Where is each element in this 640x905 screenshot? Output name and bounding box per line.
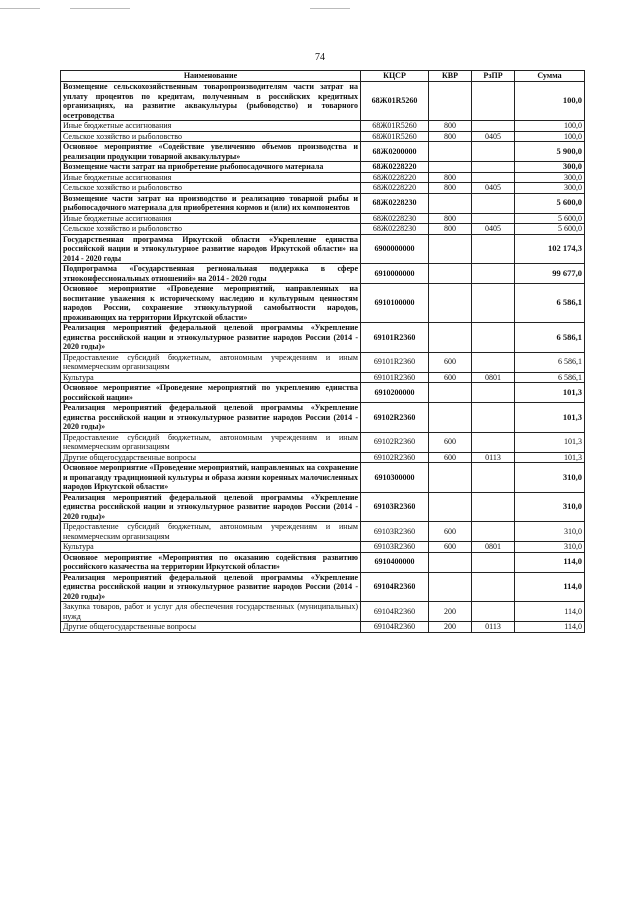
table-row xyxy=(61,403,585,433)
cell-kvr: 600 xyxy=(429,542,472,553)
scan-artifact xyxy=(70,8,130,9)
cell-kvr xyxy=(429,82,472,121)
cell-rzpr xyxy=(472,82,515,121)
table-row xyxy=(61,82,585,121)
table-row xyxy=(61,162,585,173)
cell-kvr: 800 xyxy=(429,224,472,235)
table-row xyxy=(61,463,585,493)
scan-artifact xyxy=(310,8,350,9)
table-row xyxy=(61,224,585,235)
cell-name: Сельское хозяйство и рыболовство xyxy=(61,183,361,194)
cell-rzpr: 0405 xyxy=(472,131,515,142)
cell-kvr: 800 xyxy=(429,213,472,224)
cell-kvr xyxy=(429,323,472,353)
cell-kvr xyxy=(429,552,472,572)
cell-sum: 101,3 xyxy=(515,383,585,403)
cell-rzpr xyxy=(472,323,515,353)
cell-sum: 100,0 xyxy=(515,82,585,121)
cell-kvr xyxy=(429,162,472,173)
cell-name: Реализация мероприятий федеральной целевой программы «Укрепление единства российской нации и этнокультурное развитие народов России (2014 - 2020 годы)» xyxy=(61,323,361,353)
table-row xyxy=(61,372,585,383)
cell-sum: 300,0 xyxy=(515,172,585,183)
cell-kvr: 200 xyxy=(429,602,472,622)
cell-rzpr xyxy=(472,572,515,602)
cell-kvr xyxy=(429,284,472,323)
cell-rzpr xyxy=(472,403,515,433)
cell-sum: 6 586,1 xyxy=(515,323,585,353)
header-rzpr: РзПР xyxy=(472,71,515,82)
cell-sum: 102 174,3 xyxy=(515,234,585,264)
cell-name: Иные бюджетные ассигнования xyxy=(61,121,361,132)
cell-name: Предоставление субсидий бюджетным, автономным учреждениям и иным некоммерческим организациям xyxy=(61,352,361,372)
table-row xyxy=(61,121,585,132)
cell-sum: 5 600,0 xyxy=(515,213,585,224)
cell-kvr xyxy=(429,383,472,403)
table-row xyxy=(61,383,585,403)
cell-kcsr: 69102R2360 xyxy=(361,452,429,463)
cell-kcsr: 69104R2360 xyxy=(361,602,429,622)
table-row xyxy=(61,492,585,522)
cell-sum: 310,0 xyxy=(515,542,585,553)
cell-kcsr: 69103R2360 xyxy=(361,492,429,522)
cell-sum: 101,3 xyxy=(515,403,585,433)
table-row xyxy=(61,172,585,183)
cell-kcsr: 69103R2360 xyxy=(361,522,429,542)
cell-sum: 5 900,0 xyxy=(515,142,585,162)
cell-kvr xyxy=(429,572,472,602)
table-row xyxy=(61,602,585,622)
header-kvr: КВР xyxy=(429,71,472,82)
scan-artifact xyxy=(0,8,40,9)
cell-kcsr: 6910300000 xyxy=(361,463,429,493)
cell-name: Закупка товаров, работ и услуг для обеспечения государственных (муниципальных) нужд xyxy=(61,602,361,622)
cell-kcsr: 69103R2360 xyxy=(361,542,429,553)
cell-kcsr: 68Ж0200000 xyxy=(361,142,429,162)
cell-name: Основное мероприятие «Проведение мероприятий по укреплению единства российской нации» xyxy=(61,383,361,403)
cell-rzpr xyxy=(472,492,515,522)
table-row xyxy=(61,323,585,353)
cell-name: Возмещение части затрат на приобретение рыбопосадочного материала xyxy=(61,162,361,173)
cell-kvr xyxy=(429,142,472,162)
cell-name: Основное мероприятие «Мероприятия по оказанию содействия развитию российского казачества на территории Иркутской области» xyxy=(61,552,361,572)
table-row xyxy=(61,432,585,452)
cell-sum: 114,0 xyxy=(515,622,585,633)
cell-rzpr xyxy=(472,234,515,264)
table-row xyxy=(61,352,585,372)
cell-name: Предоставление субсидий бюджетным, автономным учреждениям и иным некоммерческим организациям xyxy=(61,522,361,542)
cell-kcsr: 68Ж01R5260 xyxy=(361,121,429,132)
table-header-row xyxy=(61,71,585,82)
cell-kvr: 800 xyxy=(429,131,472,142)
cell-name: Реализация мероприятий федеральной целевой программы «Укрепление единства российской нации и этнокультурное развитие народов России (2014 - 2020 годы)» xyxy=(61,403,361,433)
cell-kcsr: 68Ж01R5260 xyxy=(361,131,429,142)
cell-name: Сельское хозяйство и рыболовство xyxy=(61,131,361,142)
table-row xyxy=(61,572,585,602)
cell-rzpr: 0405 xyxy=(472,224,515,235)
table-row xyxy=(61,522,585,542)
cell-kvr: 800 xyxy=(429,121,472,132)
cell-sum: 310,0 xyxy=(515,522,585,542)
cell-kcsr: 6910200000 xyxy=(361,383,429,403)
cell-kvr: 600 xyxy=(429,522,472,542)
table-row xyxy=(61,213,585,224)
cell-name: Иные бюджетные ассигнования xyxy=(61,213,361,224)
cell-sum: 5 600,0 xyxy=(515,193,585,213)
cell-sum: 300,0 xyxy=(515,162,585,173)
cell-rzpr xyxy=(472,121,515,132)
cell-sum: 101,3 xyxy=(515,432,585,452)
cell-kcsr: 6910000000 xyxy=(361,264,429,284)
cell-rzpr xyxy=(472,552,515,572)
cell-sum: 5 600,0 xyxy=(515,224,585,235)
cell-name: Сельское хозяйство и рыболовство xyxy=(61,224,361,235)
cell-sum: 101,3 xyxy=(515,452,585,463)
cell-sum: 6 586,1 xyxy=(515,284,585,323)
cell-rzpr xyxy=(472,142,515,162)
cell-name: Другие общегосударственные вопросы xyxy=(61,452,361,463)
cell-name: Основное мероприятие «Проведение мероприятий, направленных на воспитание уважения к историческому наследию и культурным ценностям народов России, сохранение этнокультурной самобытности народов, проживающих на территории Иркутской области» xyxy=(61,284,361,323)
cell-rzpr xyxy=(472,463,515,493)
cell-name: Подпрограмма «Государственная региональная поддержка в сфере этноконфессиональных отношений» на 2014 - 2020 годы xyxy=(61,264,361,284)
table-row xyxy=(61,452,585,463)
cell-rzpr: 0801 xyxy=(472,542,515,553)
cell-rzpr xyxy=(472,602,515,622)
cell-kvr xyxy=(429,403,472,433)
cell-kvr: 600 xyxy=(429,372,472,383)
cell-name: Предоставление субсидий бюджетным, автономным учреждениям и иным некоммерческим организациям xyxy=(61,432,361,452)
table-row xyxy=(61,183,585,194)
header-kcsr: КЦСР xyxy=(361,71,429,82)
table-row xyxy=(61,142,585,162)
cell-kcsr: 69104R2360 xyxy=(361,622,429,633)
cell-name: Реализация мероприятий федеральной целевой программы «Укрепление единства российской нации и этнокультурное развитие народов России (2014 - 2020 годы)» xyxy=(61,572,361,602)
cell-kvr xyxy=(429,193,472,213)
cell-kvr xyxy=(429,234,472,264)
cell-rzpr xyxy=(472,522,515,542)
cell-sum: 100,0 xyxy=(515,131,585,142)
cell-rzpr xyxy=(472,432,515,452)
cell-sum: 6 586,1 xyxy=(515,352,585,372)
table-row xyxy=(61,542,585,553)
cell-kvr xyxy=(429,264,472,284)
cell-name: Возмещение части затрат на производство и реализацию товарной рыбы и рыбопосадочного материала для приобретения кормов и (или) их компонентов xyxy=(61,193,361,213)
cell-sum: 114,0 xyxy=(515,552,585,572)
cell-kcsr: 69102R2360 xyxy=(361,403,429,433)
table-body xyxy=(61,82,585,633)
cell-sum: 114,0 xyxy=(515,602,585,622)
cell-kvr: 800 xyxy=(429,172,472,183)
cell-kcsr: 68Ж01R5260 xyxy=(361,82,429,121)
cell-rzpr: 0113 xyxy=(472,622,515,633)
cell-rzpr: 0801 xyxy=(472,372,515,383)
cell-kvr xyxy=(429,463,472,493)
cell-kcsr: 69102R2360 xyxy=(361,432,429,452)
cell-sum: 114,0 xyxy=(515,572,585,602)
cell-kvr: 600 xyxy=(429,432,472,452)
cell-name: Основное мероприятие «Содействие увеличению объемов производства и реализации продукции товарной аквакультуры» xyxy=(61,142,361,162)
cell-name: Реализация мероприятий федеральной целевой программы «Укрепление единства российской нации и этнокультурное развитие народов России (2014 - 2020 годы)» xyxy=(61,492,361,522)
cell-kcsr: 6900000000 xyxy=(361,234,429,264)
table-row xyxy=(61,284,585,323)
cell-name: Основное мероприятие «Проведение мероприятий, направленных на сохранение и пропаганду традиционной культуры и образа жизни коренных малочисленных народов Иркутской области» xyxy=(61,463,361,493)
cell-kcsr: 6910400000 xyxy=(361,552,429,572)
cell-sum: 310,0 xyxy=(515,463,585,493)
cell-rzpr xyxy=(472,193,515,213)
page-number: 74 xyxy=(315,52,325,63)
table-row xyxy=(61,622,585,633)
table-row xyxy=(61,552,585,572)
cell-kvr: 600 xyxy=(429,352,472,372)
cell-name: Иные бюджетные ассигнования xyxy=(61,172,361,183)
cell-kcsr: 68Ж0228230 xyxy=(361,193,429,213)
cell-rzpr xyxy=(472,264,515,284)
cell-rzpr: 0405 xyxy=(472,183,515,194)
cell-name: Возмещение сельскохозяйственным товаропроизводителям части затрат на уплату процентов по кредитам, полученным в российских кредитных организациях, на развитие аквакультуры (рыбоводство) и товарного осетроводства xyxy=(61,82,361,121)
cell-rzpr: 0113 xyxy=(472,452,515,463)
cell-sum: 99 677,0 xyxy=(515,264,585,284)
cell-kvr: 800 xyxy=(429,183,472,194)
cell-kcsr: 68Ж0228230 xyxy=(361,213,429,224)
cell-kcsr: 69101R2360 xyxy=(361,352,429,372)
cell-kcsr: 68Ж0228220 xyxy=(361,172,429,183)
cell-rzpr xyxy=(472,383,515,403)
cell-rzpr xyxy=(472,213,515,224)
cell-kvr xyxy=(429,492,472,522)
cell-sum: 300,0 xyxy=(515,183,585,194)
cell-kcsr: 68Ж0228230 xyxy=(361,224,429,235)
cell-sum: 6 586,1 xyxy=(515,372,585,383)
header-sum: Сумма xyxy=(515,71,585,82)
cell-kvr: 600 xyxy=(429,452,472,463)
cell-rzpr xyxy=(472,172,515,183)
cell-kcsr: 69101R2360 xyxy=(361,323,429,353)
table-row xyxy=(61,264,585,284)
header-name: Наименование xyxy=(61,71,361,82)
cell-kcsr: 68Ж0228220 xyxy=(361,162,429,173)
table-row xyxy=(61,234,585,264)
cell-name: Государственная программа Иркутской области «Укрепление единства российской нации и этнокультурное развитие народов Иркутской области» на 2014 - 2020 годы xyxy=(61,234,361,264)
budget-table xyxy=(60,70,585,633)
cell-rzpr xyxy=(472,284,515,323)
cell-rzpr xyxy=(472,352,515,372)
cell-name: Культура xyxy=(61,542,361,553)
cell-kcsr: 69101R2360 xyxy=(361,372,429,383)
cell-sum: 100,0 xyxy=(515,121,585,132)
cell-kvr: 200 xyxy=(429,622,472,633)
cell-kcsr: 6910100000 xyxy=(361,284,429,323)
cell-name: Культура xyxy=(61,372,361,383)
cell-name: Другие общегосударственные вопросы xyxy=(61,622,361,633)
cell-sum: 310,0 xyxy=(515,492,585,522)
table-row xyxy=(61,193,585,213)
cell-kcsr: 69104R2360 xyxy=(361,572,429,602)
cell-rzpr xyxy=(472,162,515,173)
table-row xyxy=(61,131,585,142)
cell-kcsr: 68Ж0228220 xyxy=(361,183,429,194)
